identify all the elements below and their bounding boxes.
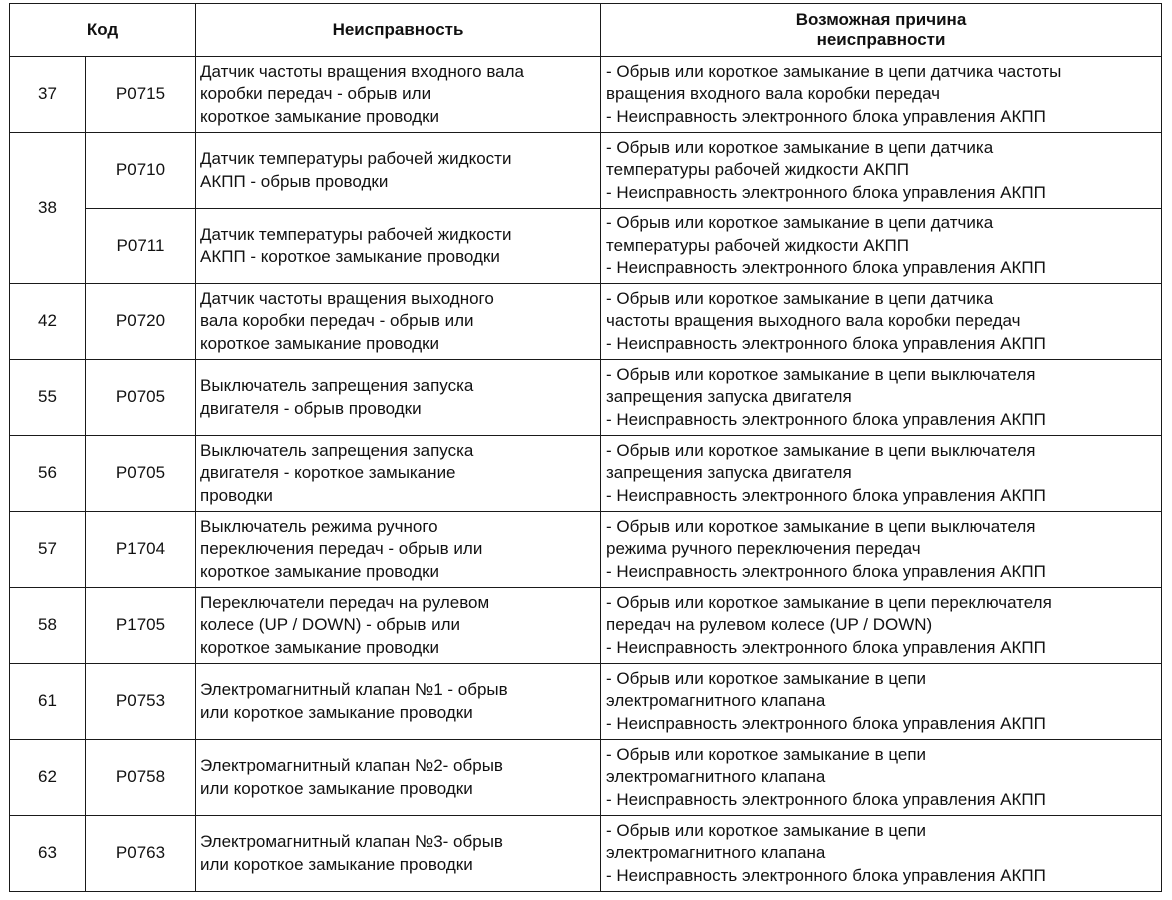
fault-line: короткое замыкание проводки (200, 561, 440, 581)
cause-line: - Обрыв или короткое замыкание в цепи (606, 668, 927, 688)
fault-code: P0753 (86, 664, 196, 740)
cause-line: передач на рулевом колесе (UP / DOWN) (606, 615, 933, 635)
row-number: 61 (10, 664, 86, 740)
cause-line: электромагнитного клапана (606, 691, 826, 711)
fault-line: Электромагнитный клапан №3- обрыв (200, 832, 503, 851)
fault-line: двигателя - короткое замыкание (200, 463, 456, 483)
fault-line: Выключатель запрещения запуска (200, 376, 474, 395)
fault-code: P0705 (86, 436, 196, 512)
row-number: 56 (10, 436, 86, 512)
cause-line: - Обрыв или короткое замыкание в цепи выключателя (606, 516, 1036, 536)
table-row (10, 512, 1162, 588)
cause-line: - Обрыв или короткое замыкание в цепи датчика (606, 288, 994, 308)
cause-line: - Неисправность электронного блока управления АКПП (606, 865, 1046, 885)
fault-line: короткое замыкание проводки (200, 333, 440, 353)
fault-code-table (9, 3, 1162, 892)
possible-cause (601, 816, 1162, 892)
table-row (10, 664, 1162, 740)
fault-line: Датчик частоты вращения входного вала (200, 61, 524, 81)
fault-line: Датчик температуры рабочей жидкости (200, 224, 512, 244)
table-row (10, 209, 1162, 284)
fault-line: или короткое замыкание проводки (200, 854, 473, 874)
cause-line: - Неисправность электронного блока управления АКПП (606, 106, 1046, 126)
fault-description (196, 664, 601, 740)
cause-line: - Неисправность электронного блока управления АКПП (606, 713, 1046, 733)
possible-cause (601, 664, 1162, 740)
fault-line: двигателя - обрыв проводки (200, 398, 422, 418)
row-number: 38 (10, 133, 86, 284)
fault-code: P1704 (86, 512, 196, 588)
fault-code: P0758 (86, 740, 196, 816)
fault-line: Выключатель запрещения запуска (200, 440, 474, 460)
fault-line: АКПП - обрыв проводки (200, 171, 389, 191)
cause-line: - Неисправность электронного блока управления АКПП (606, 637, 1046, 657)
fault-code: P0705 (86, 360, 196, 436)
table-row (10, 436, 1162, 512)
cause-line: - Обрыв или короткое замыкание в цепи выключателя (606, 364, 1036, 384)
possible-cause (601, 133, 1162, 209)
fault-description (196, 133, 601, 209)
fault-line: или короткое замыкание проводки (200, 778, 473, 798)
cause-line: электромагнитного клапана (606, 767, 826, 787)
row-number: 42 (10, 284, 86, 360)
fault-description (196, 360, 601, 436)
cause-line: - Обрыв или короткое замыкание в цепи переключателя (606, 592, 1052, 612)
cause-line: - Обрыв или короткое замыкание в цепи датчика частоты (606, 61, 1062, 81)
cause-line: - Неисправность электронного блока управления АКПП (606, 485, 1046, 505)
fault-line: Датчик температуры рабочей жидкости (200, 149, 512, 168)
cause-line: электромагнитного клапана (606, 843, 826, 863)
fault-line: Электромагнитный клапан №1 - обрыв (200, 680, 508, 699)
fault-line: Электромагнитный клапан №2- обрыв (200, 756, 503, 775)
fault-description (196, 740, 601, 816)
fault-line: вала коробки передач - обрыв или (200, 311, 474, 331)
cause-line: - Неисправность электронного блока управления АКПП (606, 182, 1046, 202)
header-fault: Неисправность (196, 4, 601, 57)
possible-cause (601, 740, 1162, 816)
fault-code: P0720 (86, 284, 196, 360)
fault-line: короткое замыкание проводки (200, 106, 440, 126)
row-number: 58 (10, 588, 86, 664)
possible-cause (601, 436, 1162, 512)
fault-code: P0710 (86, 133, 196, 209)
possible-cause (601, 284, 1162, 360)
table-row (10, 57, 1162, 133)
cause-line: - Неисправность электронного блока управления АКПП (606, 258, 1046, 278)
fault-description (196, 57, 601, 133)
row-number: 57 (10, 512, 86, 588)
fault-code: P0715 (86, 57, 196, 133)
cause-line: - Обрыв или короткое замыкание в цепи выключателя (606, 440, 1036, 460)
fault-line: Выключатель режима ручного (200, 516, 438, 536)
fault-line: проводки (200, 485, 273, 505)
fault-line: Переключатели передач на рулевом (200, 592, 490, 612)
fault-code: P0711 (86, 209, 196, 284)
cause-line: режима ручного переключения передач (606, 539, 921, 559)
row-number: 55 (10, 360, 86, 436)
fault-description (196, 512, 601, 588)
header-code: Код (10, 4, 196, 57)
fault-line: Датчик частоты вращения выходного (200, 288, 494, 308)
fault-line: короткое замыкание проводки (200, 637, 440, 657)
row-number: 63 (10, 816, 86, 892)
cause-line: запрещения запуска двигателя (606, 387, 852, 407)
cause-line: - Обрыв или короткое замыкание в цепи датчика (606, 137, 994, 157)
cause-line: вращения входного вала коробки передач (606, 84, 941, 104)
possible-cause (601, 360, 1162, 436)
row-number: 37 (10, 57, 86, 133)
cause-line: - Неисправность электронного блока управления АКПП (606, 789, 1046, 809)
fault-description (196, 588, 601, 664)
fault-description (196, 436, 601, 512)
cause-line: - Неисправность электронного блока управления АКПП (606, 409, 1046, 429)
fault-code: P1705 (86, 588, 196, 664)
table-header (10, 4, 1162, 57)
fault-line: переключения передач - обрыв или (200, 539, 483, 559)
fault-line: или короткое замыкание проводки (200, 702, 473, 722)
table-row (10, 284, 1162, 360)
cause-line: температуры рабочей жидкости АКПП (606, 160, 909, 180)
cause-line: - Обрыв или короткое замыкание в цепи (606, 744, 927, 764)
fault-line: АКПП - короткое замыкание проводки (200, 247, 500, 266)
header-cause-line: неисправности (816, 30, 946, 49)
table-row (10, 588, 1162, 664)
fault-code: P0763 (86, 816, 196, 892)
cause-line: температуры рабочей жидкости АКПП (606, 235, 909, 255)
cause-line: - Неисправность электронного блока управления АКПП (606, 561, 1046, 581)
cause-line: запрещения запуска двигателя (606, 463, 852, 483)
row-number: 62 (10, 740, 86, 816)
fault-line: колесе (UP / DOWN) - обрыв или (200, 615, 461, 635)
fault-line: коробки передач - обрыв или (200, 84, 432, 104)
table-row (10, 816, 1162, 892)
possible-cause (601, 588, 1162, 664)
possible-cause (601, 57, 1162, 133)
header-cause-line: Возможная причина (795, 10, 967, 29)
table-row (10, 133, 1162, 209)
header-row (10, 4, 1162, 57)
table-row (10, 740, 1162, 816)
table-row (10, 360, 1162, 436)
fault-description (196, 209, 601, 284)
cause-line: - Обрыв или короткое замыкание в цепи датчика (606, 213, 994, 233)
cause-line: - Неисправность электронного блока управления АКПП (606, 333, 1046, 353)
possible-cause (601, 512, 1162, 588)
possible-cause (601, 209, 1162, 284)
fault-description (196, 816, 601, 892)
cause-line: частоты вращения выходного вала коробки передач (606, 311, 1021, 331)
cause-line: - Обрыв или короткое замыкание в цепи (606, 820, 927, 840)
fault-description (196, 284, 601, 360)
header-cause (601, 4, 1162, 57)
